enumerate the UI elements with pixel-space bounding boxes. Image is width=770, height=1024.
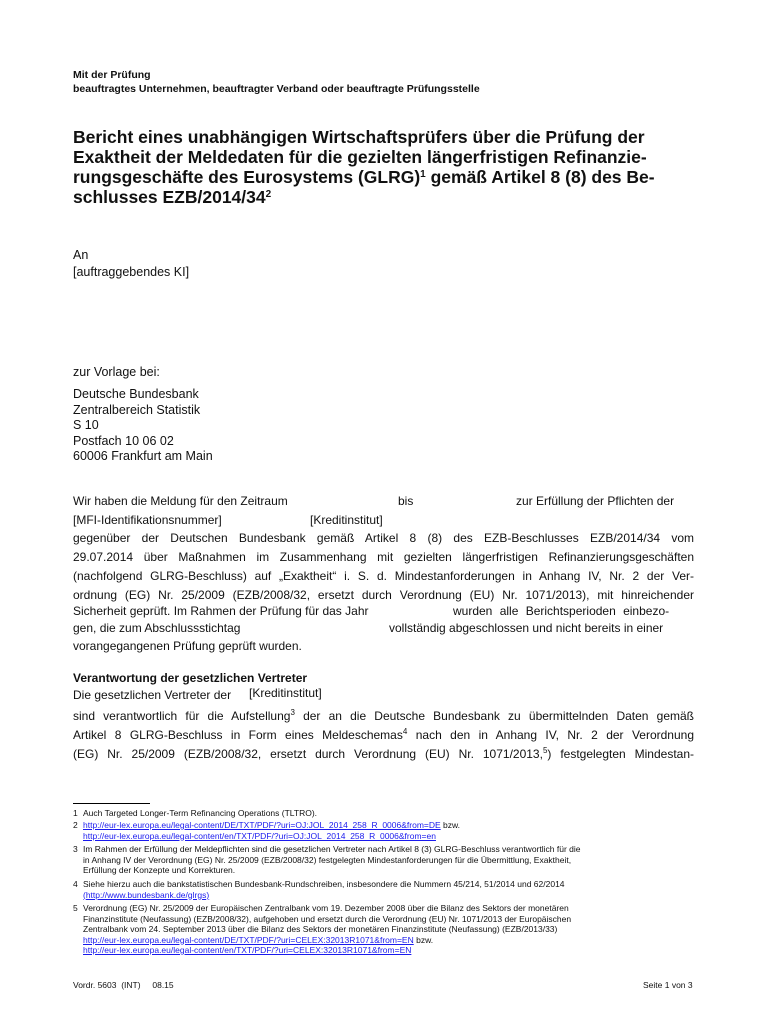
footnote-4: 4 Siehe hierzu auch die bankstatistischen Bundesbank-Rundschreiben, insbesondere die Nummern 45/214, 51/2014 und 62/2014 (http://www.bundesbank.de/glrgs) xyxy=(73,879,565,900)
form-number: Vordr. 5603 (INT) 08.15 xyxy=(73,980,174,990)
page-number: Seite 1 von 3 xyxy=(643,980,693,990)
footnote-separator xyxy=(73,803,150,804)
footnote-4-link[interactable]: (http://www.bundesbank.de/glrgs) xyxy=(83,889,210,900)
report-title: Bericht eines unabhängigen Wirtschaftsprüfers über die Prüfung der Exaktheit der Meldedaten für die gezielten längerfristigen Refinanzie- rungsgeschäfte des Eurosystems (GLRG)$^1$ gemäß Artikel 8 (8) des Be- schlusses EZB/$2014/34^2$ xyxy=(73,127,655,207)
auditor-type: beauftragtes Unternehmen, beauftragter Verband oder beauftragte Prüfungsstelle xyxy=(73,83,480,95)
section-heading: Verantwortung der gesetzlichen Vertreter xyxy=(73,671,308,685)
footnote-2-link-de[interactable]: http://eur-lex.europa.eu/legal-content/DE/TXT/PDF/?uri=OJ:JOL_2014_258_R_0006&from=DE xyxy=(83,820,441,830)
footnote-2: 2 http://eur-lex.europa.eu/legal-content/DE/TXT/PDF/?uri=OJ:JOL_2014_258_R_0006&from=DE bzw. http://eur-lex.europa.eu/legal-content/en/TXT/PDF/?uri=OJ:JOL_2014_258_R_0006&from=en xyxy=(73,820,461,841)
footnote-5-link-en[interactable]: http://eur-lex.europa.eu/legal-content/en/TXT/PDF/?uri=CELEX:32013R1071&from=EN xyxy=(83,945,412,955)
auditor-label: Mit der Prüfung xyxy=(73,69,151,81)
submission-address: Deutsche Bundesbank Zentralbereich Statistik S 10 Postfach 10 06 02 60006 Frankfurt am Main xyxy=(73,387,213,463)
recipient-client: [auftraggebendes KI] xyxy=(73,265,190,279)
recipient-to: An xyxy=(73,248,89,262)
footnote-5-link-de[interactable]: http://eur-lex.europa.eu/legal-content/DE/TXT/PDF/?uri=CELEX:32013R1071&from=EN xyxy=(83,934,414,945)
footnote-3: 3 Im Rahmen der Erfüllung der Meldepflichten sind die gesetzlichen Vertreter nach Artikel 8 (3) GLRG-Beschluss verantwortlich für die in Anhang IV der Verordnung (EG) Nr. 25/2009 (EZB/2008/32) festgelegten Mindestanforderungen für die Übermittlung, Exaktheit, Erfüllung der Konzepte und Korrekturen. xyxy=(73,844,581,875)
submission-label: zur Vorlage bei: xyxy=(73,365,160,379)
footnote-2-link-en[interactable]: http://eur-lex.europa.eu/legal-content/en/TXT/PDF/?uri=OJ:JOL_2014_258_R_0006&from=en xyxy=(83,830,436,841)
footnote-5: 5 Verordnung (EG) Nr. 25/2009 der Europäischen Zentralbank vom 19. Dezember 2008 über die Bilanz des Sektors der monetären Finanzinstitute (Neufassung) (EZB/2008/32), aufgehoben und ersetzt durch die Verordnung (EU) Nr. 1071/2013 der Europäischen Zentralbank vom 24. September 2013 über die Bilanz des Sektors der monetären Finanzinstitute (Neufassung) (EZB/2013/33) http://eur-lex.europa.eu/legal-content/DE/TXT/PDF/?uri=CELEX:32013R1071&from=EN bzw. http://eur-lex.europa.eu/legal-content/en/TXT/PDF/?uri=CELEX:32013R1071&from=EN xyxy=(73,903,572,955)
